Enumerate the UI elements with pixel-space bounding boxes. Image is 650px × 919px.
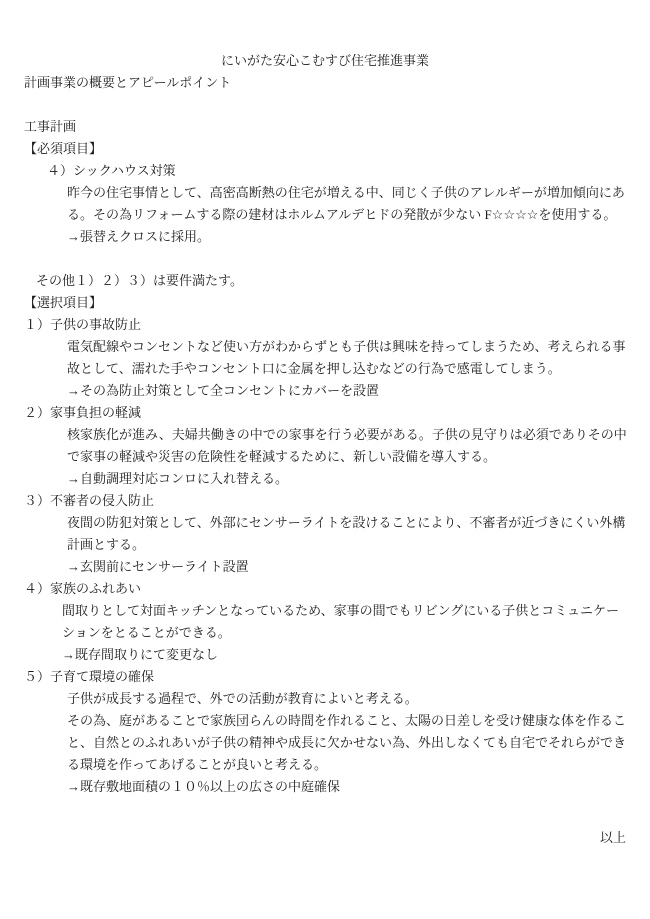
optional-item-action: →自動調理対応コンロに入れ替える。 [67, 471, 289, 486]
optional-item-label: ５）子育て環境の確保 [24, 669, 155, 684]
required-section-note: その他１）２）３）は要件満たす。 [36, 273, 243, 288]
optional-item-label: ２）家事負担の軽減 [24, 405, 142, 420]
optional-item-body-line: ションをとることができる。 [62, 625, 231, 640]
optional-item-body-line: 子供が成長する過程で、外での活動が教育によいと考える。 [67, 691, 418, 706]
document-title: にいがた安心こむすび住宅推進事業 [220, 53, 429, 68]
optional-item-body-line: 故として、濡れた手やコンセント口に金属を押し込むなどの行為で感電してしまう。 [67, 361, 561, 376]
optional-item-label: ３）不審者の侵入防止 [24, 493, 155, 508]
optional-item-body-line: で家事の軽減や災害の危険性を軽減するために、新しい設備を導入する。 [67, 449, 497, 464]
required-item-body-line: 昨今の住宅事情として、高密高断熱の住宅が増える中、同じく子供のアレルギーが増加傾向にあ [67, 185, 625, 200]
blank-line [24, 248, 626, 270]
closing-word: 以上 [599, 830, 626, 845]
optional-item-body-line: その為、庭があることで家族団らんの時間を作れること、太陽の日差しを受け健康な体を作るこ [67, 713, 627, 728]
construction-plan-heading: 工事計画 [24, 119, 77, 134]
required-item-label: ４）シックハウス対策 [47, 163, 176, 178]
optional-item-body-line: 電気配線やコンセントなど使い方がわからずとも子供は興味を持ってしまうため、考えられる事 [67, 339, 626, 354]
optional-item-label: １）子供の事故防止 [24, 317, 142, 332]
optional-item-action: →既存敷地面積の１０％以上の広さの中庭確保 [67, 779, 341, 794]
optional-item-body-line: 夜間の防犯対策として、外部にセンサーライトを設けることにより、不審者が近づきにくい外構 [67, 515, 626, 530]
required-item-body-line: る。その為リフォームする際の建材はホルムアルデヒドの発散が少ない F☆☆☆☆を使用する。 [67, 207, 617, 222]
document-subtitle: 計画事業の概要とアピールポイント [24, 75, 232, 90]
optional-section-heading: 【選択項目】 [24, 295, 103, 310]
required-item-action: →張替えクロスに採用。 [67, 229, 211, 244]
optional-item-body-line: 計画とする。 [67, 537, 146, 552]
required-section-heading: 【必須項目】 [24, 141, 103, 156]
optional-item-body-line: 間取りとして対面キッチンとなっているため、家事の間でもリビングにいる子供とコミュニケー [62, 603, 620, 618]
optional-item-action: →玄関前にセンサーライト設置 [67, 559, 249, 574]
optional-item-body-line: 核家族化が進み、夫婦共働きの中での家事を行う必要がある。子供の見守りは必須でありその中 [67, 427, 627, 442]
blank-line [24, 94, 626, 116]
optional-item-label: ４）家族のふれあい [24, 581, 142, 596]
optional-item-body-line: る環境を作ってあげることが良いと考える。 [67, 757, 328, 772]
optional-item-body-line: と、自然とのふれあいが子供の精神や成長に欠かせない為、外出しなくても自宅でそれらができ [67, 735, 627, 750]
optional-item-action: →既存間取りにて変更なし [62, 647, 219, 662]
optional-item-action: →その為防止対策として全コンセントにカバーを設置 [67, 383, 380, 398]
